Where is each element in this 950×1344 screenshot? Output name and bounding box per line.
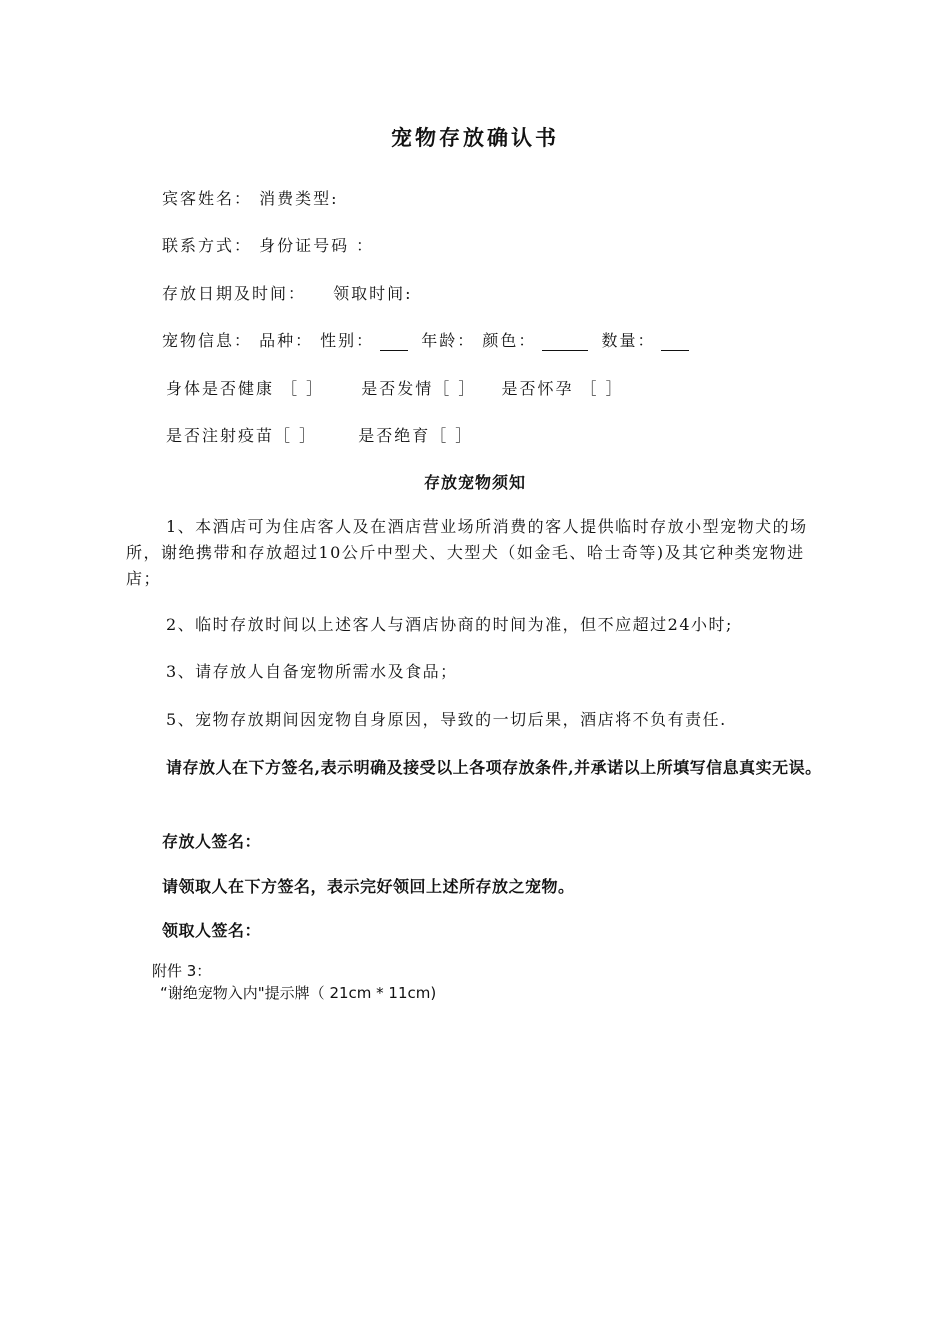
quantity-label: 数量：	[601, 331, 656, 350]
collector-statement: 请领取人在下方签名，表示完好领回上述所存放之宠物。	[162, 877, 575, 896]
gender-blank	[380, 334, 408, 351]
deposit-time-label: 存放日期及时间：	[162, 284, 307, 303]
estrus-checkbox-label: 是否发情［ ］	[361, 379, 477, 398]
age-color-label: 年龄： 颜色：	[421, 331, 537, 350]
notice-heading: 存放宠物须知	[423, 473, 526, 492]
quantity-blank	[661, 334, 689, 351]
guest-name-consumption-row	[162, 186, 338, 209]
notice-item-5: 5、宠物存放期间因宠物自身原因，导致的一切后果，酒店将不负有责任.	[166, 710, 727, 729]
annex-caption: “谢绝宠物入内"提示牌（ 21cm * 11cm)	[160, 984, 437, 1002]
collector-signature-label: 领取人签名：	[162, 921, 262, 940]
health-row	[166, 376, 624, 399]
vaccine-checkbox-label: 是否注射疫苗［ ］	[166, 426, 318, 445]
pregnant-checkbox-label: 是否怀孕 ［ ］	[501, 379, 624, 398]
collect-time-label: 领取时间:	[333, 284, 413, 303]
notice-item-3: 3、请存放人自备宠物所需水及食品；	[166, 662, 458, 681]
depositor-signature-label: 存放人签名：	[162, 832, 262, 851]
pet-info-row	[162, 328, 695, 351]
annex-label: 附件 3：	[152, 962, 212, 980]
contact-id-row	[162, 233, 374, 256]
healthy-checkbox-label: 身体是否健康 ［ ］	[166, 379, 325, 398]
vaccine-row	[166, 423, 473, 446]
depositor-statement: 请存放人在下方签名,表示明确及接受以上各项存放条件,并承诺以上所填写信息真实无误。	[166, 758, 822, 777]
pet-info-label: 宠物信息： 品种： 性别：	[162, 331, 375, 350]
color-blank	[542, 334, 588, 351]
notice-item-2: 2、临时存放时间以上述客人与酒店协商的时间为准，但不应超过24小时;	[166, 615, 733, 634]
contact-id-label: 联系方式： 身份证号码 ：	[162, 236, 375, 255]
page-title: 宠物存放确认书	[391, 125, 559, 150]
neutered-checkbox-label: 是否绝育［ ］	[358, 426, 474, 445]
notice-item-1: 1、本酒店可为住店客人及在酒店营业场所消费的客人提供临时存放小型宠物犬的场所，谢绝携带和存放超过10公斤中型犬、大型犬（如金毛、哈士奇等)及其它种类宠物进店；	[126, 517, 808, 588]
guest-name-label: 宾客姓名： 消费类型:	[162, 189, 339, 208]
deposit-time-row	[162, 281, 413, 304]
